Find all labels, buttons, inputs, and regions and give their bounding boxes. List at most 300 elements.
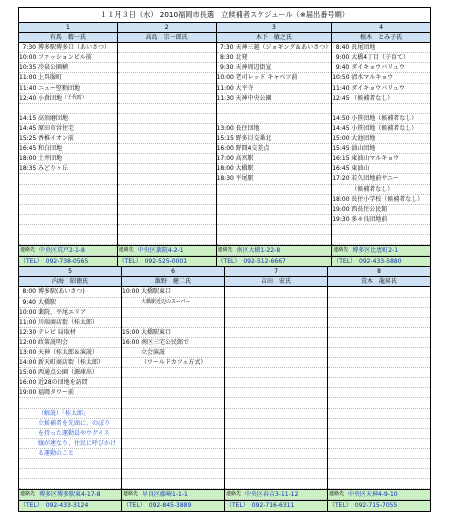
schedule-place: テレビ 局取材 <box>38 328 76 336</box>
schedule-time <box>118 205 137 214</box>
schedule-time <box>328 439 347 448</box>
schedule-row <box>118 63 216 73</box>
candidate-name: 木下 敏之氏 <box>217 33 332 43</box>
schedule-row <box>19 398 121 408</box>
schedule-row <box>332 215 430 225</box>
schedule-row <box>332 134 430 144</box>
schedule-time <box>328 419 347 428</box>
schedule-row <box>217 205 332 215</box>
schedule-row <box>225 409 327 419</box>
schedule-time: 8:40 <box>335 44 350 52</box>
schedule-time <box>19 174 38 183</box>
schedule-row <box>225 318 327 328</box>
schedule-time <box>332 104 351 113</box>
schedule-time: 19:30 <box>332 215 350 223</box>
schedule-time <box>122 358 141 367</box>
candidate-name: 植木 とみ子氏 <box>332 33 430 43</box>
schedule-time <box>225 338 244 347</box>
schedule-time <box>328 348 347 357</box>
schedule-time <box>217 104 236 113</box>
schedule-place: 新天町商店街（桂太郎） <box>38 359 105 367</box>
schedule-place: 嬢が連なり、住民に呼びかけ <box>38 439 117 447</box>
schedule-place: 東油山マルキョウ <box>351 155 400 163</box>
contact-address: 中央区春吉3-11-12 <box>245 491 299 499</box>
schedule-time: 11:00 <box>216 84 234 92</box>
schedule-row <box>328 328 430 338</box>
schedule-place: 原田市営住宅 <box>38 124 75 132</box>
schedule-time: 16:00 <box>216 145 234 153</box>
contact-address: 中央区天神4-9-10 <box>348 491 398 499</box>
schedule-time <box>217 215 236 224</box>
schedule-row <box>118 84 216 94</box>
schedule-row <box>19 164 117 174</box>
schedule-time: 16:45 <box>332 165 350 173</box>
candidate-number: 8 <box>328 267 430 277</box>
schedule-time <box>225 479 244 488</box>
schedule-time <box>19 205 38 214</box>
schedule-time <box>225 449 244 458</box>
schedule-time <box>122 429 141 438</box>
schedule-time <box>118 215 137 224</box>
schedule-time: 10:35 <box>19 64 37 72</box>
schedule-row <box>328 287 430 297</box>
contact-label: 連絡先 <box>333 247 349 254</box>
schedule-row <box>332 235 430 245</box>
candidate-column <box>19 23 118 267</box>
candidate-column <box>122 267 225 511</box>
schedule-time <box>122 308 141 317</box>
schedule-row <box>328 368 430 378</box>
schedule-row <box>19 388 121 398</box>
schedule-row <box>19 94 117 104</box>
schedule-time <box>225 419 244 428</box>
schedule-row <box>118 154 216 164</box>
schedule-place: 和白団地 <box>38 145 63 153</box>
schedule-time: 16:00 <box>19 379 37 387</box>
contact-label: 連絡先 <box>118 247 134 254</box>
schedule-place: （候補者なし） <box>351 185 394 193</box>
schedule-time <box>122 348 141 357</box>
schedule-time <box>332 185 351 194</box>
schedule-time <box>122 398 141 407</box>
schedule-time: 13:00 <box>19 349 37 356</box>
schedule-row <box>122 368 224 378</box>
schedule-row <box>19 328 121 338</box>
contact-tel: （TEL） 092-433-3124 <box>20 502 89 510</box>
schedule-time <box>122 459 141 468</box>
schedule-row <box>118 185 216 195</box>
schedule-time: 15:00 <box>332 135 350 143</box>
schedule-place: 土井団地 <box>38 155 63 163</box>
schedule-row <box>332 195 430 205</box>
schedule-time <box>217 195 236 204</box>
schedule-row <box>19 318 121 328</box>
contact-tel-row <box>19 500 121 511</box>
schedule-time: 11:30 <box>216 94 234 102</box>
contact-tel: （TEL） 092-512-6667 <box>217 258 286 266</box>
schedule-row <box>225 298 327 308</box>
schedule-row <box>19 104 117 114</box>
schedule-place: 大池団地 <box>351 135 376 143</box>
candidate-name: 有馬 精一氏 <box>19 33 117 43</box>
schedule-row <box>19 154 117 164</box>
candidate-number: 2 <box>118 23 216 33</box>
schedule-row <box>217 53 332 63</box>
schedule-place: 北発 <box>235 54 248 62</box>
schedule-time <box>19 185 38 194</box>
schedule-row <box>19 358 121 368</box>
contact-label: 連絡先 <box>20 491 36 498</box>
schedule-row <box>118 174 216 184</box>
contact-label: 連絡先 <box>329 491 345 498</box>
schedule-time: 7:30 <box>22 44 36 52</box>
schedule-place: 若久団地前サニー <box>351 175 399 183</box>
schedule-row <box>225 479 327 489</box>
schedule-place: 大橋駅東口 <box>141 288 172 296</box>
schedule-time: 8:30 <box>220 54 234 62</box>
schedule-place: 長住団地 <box>235 124 260 132</box>
schedule-place: 大平寺 <box>235 84 254 92</box>
schedule-time <box>118 84 137 93</box>
schedule-time <box>217 225 236 234</box>
schedule-row <box>19 114 117 124</box>
schedule-time <box>122 449 141 458</box>
schedule-time <box>19 469 38 478</box>
candidate-name: 内海 昭徳氏 <box>19 277 121 287</box>
contact-tel-row <box>217 256 332 267</box>
schedule-time <box>328 358 347 367</box>
schedule-time <box>118 154 137 163</box>
schedule-time: 12:45 <box>332 94 350 102</box>
contact-tel-row <box>328 500 430 511</box>
schedule-time <box>118 134 137 143</box>
candidate-column <box>332 23 431 267</box>
schedule-row <box>225 308 327 318</box>
schedule-row <box>122 348 224 358</box>
contact-label: 連絡先 <box>226 491 242 498</box>
schedule-time <box>122 378 141 387</box>
contact-tel-row <box>332 256 430 267</box>
schedule-time: 11:40 <box>332 84 350 92</box>
schedule-place: 多々良団地前 <box>351 215 388 223</box>
candidate-name: 荒木 龍昇氏 <box>328 277 430 287</box>
schedule-row <box>328 459 430 469</box>
schedule-row <box>118 235 216 245</box>
schedule-time <box>225 469 244 478</box>
schedule-time <box>217 185 236 194</box>
schedule-time <box>328 378 347 387</box>
schedule-row <box>122 328 224 338</box>
schedule-time: 15:00 <box>19 369 37 377</box>
schedule-row <box>122 338 224 348</box>
contact-label: 連絡先 <box>20 247 36 254</box>
schedule-row <box>328 298 430 308</box>
schedule-time <box>225 409 244 418</box>
schedule-place: 西通点公園（源庫出） <box>38 369 99 377</box>
schedule-time: 13:00 <box>216 124 234 132</box>
schedule-time <box>225 429 244 438</box>
schedule-row <box>332 225 430 235</box>
schedule-place: ファッションビル前 <box>38 54 92 62</box>
schedule-time <box>328 318 347 327</box>
schedule-row <box>122 469 224 479</box>
candidate-column <box>328 267 431 511</box>
schedule-row <box>217 104 332 114</box>
schedule-row <box>328 308 430 318</box>
schedule-row <box>217 114 332 124</box>
schedule-time <box>118 144 137 153</box>
schedule-row <box>19 449 121 459</box>
schedule-row <box>328 409 430 419</box>
schedule-time <box>118 164 137 173</box>
schedule-place: みどりヶ丘 <box>38 165 69 173</box>
schedule-place: 清水マルキョウ <box>351 74 394 82</box>
contact-tel: （TEL） 092-738-0565 <box>20 258 89 266</box>
schedule-time <box>118 235 137 244</box>
schedule-row <box>332 104 430 114</box>
contact-tel: （TEL） 092-716-6311 <box>226 502 295 510</box>
schedule-time <box>19 449 38 458</box>
contact-tel-row <box>19 256 117 267</box>
schedule-time: 15:15 <box>216 135 234 143</box>
schedule-row <box>19 419 121 429</box>
schedule-time <box>328 308 347 317</box>
schedule-time <box>122 318 141 327</box>
schedule-place: （ワールドカフェ方式） <box>141 359 207 367</box>
schedule-row <box>217 144 332 154</box>
schedule-time <box>328 459 347 468</box>
schedule-row <box>19 195 117 205</box>
schedule-time <box>118 63 137 72</box>
schedule-row <box>19 298 121 308</box>
schedule-place: 大橋駅 <box>235 165 254 173</box>
schedule-time: 10:50 <box>332 74 350 82</box>
schedule-row <box>328 378 430 388</box>
schedule-row <box>225 287 327 297</box>
schedule-place: 東油山 <box>351 165 370 173</box>
schedule-time: 16:15 <box>332 155 350 163</box>
schedule-time: 18:00 <box>216 165 234 173</box>
schedule-time <box>225 308 244 317</box>
schedule-time: 18:35 <box>19 165 37 173</box>
schedule-row <box>19 287 121 297</box>
schedule-place: （解説）「桂太郎」 <box>38 409 90 417</box>
schedule-row <box>217 235 332 245</box>
schedule-row <box>19 439 121 449</box>
contact-tel: （TEL） 092-433-5880 <box>333 258 402 266</box>
schedule-row <box>225 338 327 348</box>
schedule-row <box>225 388 327 398</box>
schedule-row <box>122 358 224 368</box>
schedule-time <box>328 368 347 377</box>
schedule-row <box>217 195 332 205</box>
schedule-row <box>332 154 430 164</box>
schedule-row <box>328 469 430 479</box>
schedule-time <box>225 287 244 296</box>
schedule-row <box>19 308 121 318</box>
candidate-block <box>18 22 431 267</box>
schedule-row <box>19 429 121 439</box>
schedule-time <box>225 439 244 448</box>
candidate-column <box>19 267 122 511</box>
contact-tel-row <box>118 256 216 267</box>
schedule-time: 9:40 <box>335 64 350 72</box>
schedule-row <box>122 398 224 408</box>
schedule-time <box>19 479 38 488</box>
schedule-row <box>225 439 327 449</box>
schedule-row <box>217 174 332 184</box>
schedule-place: 天神（桂太郎＆演説） <box>38 349 99 356</box>
schedule-row <box>332 84 430 94</box>
schedule-time: 15:00 <box>122 328 140 336</box>
schedule-row <box>332 43 430 53</box>
schedule-place: （候補者なし） <box>351 94 394 102</box>
schedule-time: 7:30 <box>220 44 234 52</box>
candidate-block <box>18 267 431 511</box>
schedule-place: 博多駅(あいさつ) <box>38 288 85 296</box>
schedule-time <box>328 388 347 397</box>
schedule-time: 10:00 <box>122 288 140 296</box>
candidate-name: 飯野 健二氏 <box>122 277 224 287</box>
schedule-row <box>122 378 224 388</box>
schedule-row <box>19 479 121 489</box>
schedule-place: 上呉服町 <box>38 74 63 82</box>
schedule-row <box>118 94 216 104</box>
schedule-place: 近28の団地を訪問 <box>38 379 88 387</box>
schedule-row <box>225 398 327 408</box>
schedule-row <box>217 154 332 164</box>
schedule-row <box>217 84 332 94</box>
schedule-time <box>118 53 137 62</box>
schedule-row <box>332 114 430 124</box>
schedule-row <box>122 388 224 398</box>
schedule-time: 17:00 <box>216 155 234 163</box>
schedule-row <box>118 225 216 235</box>
schedule-row <box>118 104 216 114</box>
schedule-place: 天神周辺街宣 <box>235 64 272 72</box>
schedule-place: を持った運動員やウグイス <box>38 429 110 437</box>
schedule-row <box>332 73 430 83</box>
schedule-time <box>118 174 137 183</box>
schedule-row <box>328 348 430 358</box>
schedule-place: 立候補者を先頭に、のぼり <box>38 419 111 427</box>
schedule-row <box>118 124 216 134</box>
schedule-time <box>328 409 347 418</box>
schedule-time <box>122 419 141 428</box>
contact-tel-row <box>122 500 224 511</box>
schedule-row <box>217 63 332 73</box>
sheet-title: １１月３日（水） 2010福岡市長選 立候補者スケジュール（※届出番号順） <box>18 7 431 22</box>
schedule-note: （千代町） <box>62 94 88 101</box>
schedule-row <box>225 328 327 338</box>
schedule-place: 長尾団地 <box>351 44 376 52</box>
schedule-place: 立会演説 <box>141 349 166 356</box>
schedule-time <box>19 419 38 428</box>
schedule-time: 12:00 <box>19 338 37 346</box>
contact-address: 中央区荒戸2-1-8 <box>39 247 85 255</box>
schedule-row <box>19 73 117 83</box>
schedule-time: 14:15 <box>19 114 37 122</box>
schedule-row <box>118 205 216 215</box>
candidate-number: 5 <box>19 267 121 277</box>
candidate-column <box>217 23 333 267</box>
schedule-place: 長住小学校（候補者なし） <box>351 195 424 203</box>
schedule-row <box>19 459 121 469</box>
schedule-row <box>118 114 216 124</box>
schedule-time <box>19 225 38 234</box>
schedule-time <box>328 449 347 458</box>
schedule-place: 川端商店街（桂太郎） <box>38 318 99 326</box>
schedule-place: 天神三越（ジョギング＆あいさつ） <box>235 44 332 52</box>
schedule-place: 大橋駅近辺のスーパー <box>141 298 191 305</box>
schedule-time: 16:00 <box>122 338 140 346</box>
schedule-time <box>118 185 137 194</box>
schedule-row <box>225 419 327 429</box>
contact-address: 中央区薬院4-2-1 <box>137 247 184 255</box>
schedule-row <box>328 439 430 449</box>
schedule-time: 15:25 <box>19 135 37 143</box>
schedule-time <box>118 104 137 113</box>
schedule-time <box>118 225 137 234</box>
schedule-row <box>328 358 430 368</box>
schedule-row <box>217 164 332 174</box>
schedule-row <box>122 308 224 318</box>
schedule-time <box>332 225 351 234</box>
candidate-blocks <box>18 22 431 512</box>
schedule-row <box>122 318 224 328</box>
schedule-row <box>328 338 430 348</box>
schedule-time <box>118 94 137 103</box>
schedule-time <box>19 235 38 244</box>
schedule-row <box>225 429 327 439</box>
schedule-row <box>19 205 117 215</box>
schedule-row <box>225 449 327 459</box>
schedule-row <box>217 215 332 225</box>
contact-tel: （TEL） 092-715-7055 <box>329 502 398 510</box>
schedule-row <box>225 368 327 378</box>
contact-address-row <box>19 489 121 500</box>
schedule-row <box>19 225 117 235</box>
schedule-time <box>217 235 236 244</box>
schedule-row <box>328 479 430 489</box>
schedule-row <box>328 419 430 429</box>
schedule-time: 18:30 <box>216 175 234 183</box>
schedule-time <box>328 429 347 438</box>
schedule-row <box>332 185 430 195</box>
schedule-row <box>118 164 216 174</box>
schedule-row <box>332 94 430 104</box>
schedule-row <box>328 429 430 439</box>
schedule-row <box>118 73 216 83</box>
schedule-place: 高宮駅 <box>235 155 254 163</box>
schedule-time: 15:45 <box>332 145 350 153</box>
schedule-row <box>122 479 224 489</box>
contact-label: 連絡先 <box>123 491 139 498</box>
schedule-row <box>122 439 224 449</box>
schedule-place: る運動のこと <box>38 449 75 457</box>
candidate-number: 7 <box>225 267 327 277</box>
schedule-row <box>118 134 216 144</box>
schedule-time: 14:45 <box>19 124 37 132</box>
schedule-time: 14:50 <box>332 114 350 122</box>
schedule-time <box>225 318 244 327</box>
schedule-row <box>217 94 332 104</box>
schedule-row <box>122 287 224 297</box>
contact-tel: （TEL） 092-845-3889 <box>123 502 192 510</box>
schedule-row <box>328 398 430 408</box>
candidate-number: 6 <box>122 267 224 277</box>
schedule-row <box>19 63 117 73</box>
